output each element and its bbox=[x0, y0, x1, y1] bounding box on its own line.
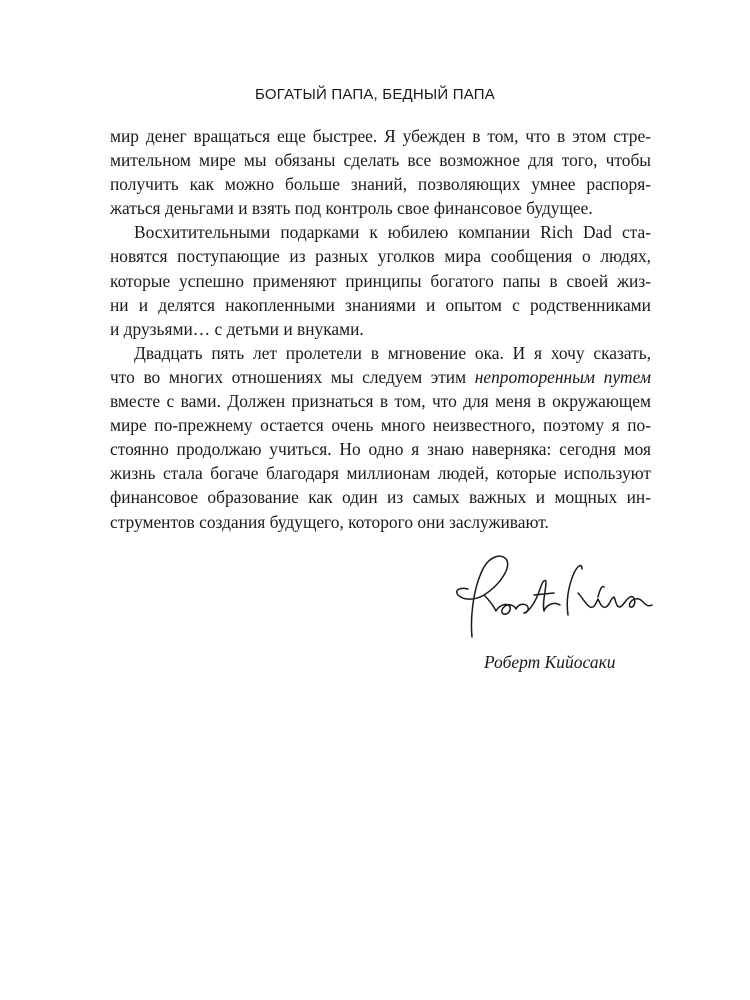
paragraph-3 bbox=[110, 341, 651, 534]
text-line: которые успешно применяют принципы богатого папы в своей жиз- bbox=[110, 270, 651, 291]
text-line: получить как можно больше знаний, позволяющих умнее распоря- bbox=[110, 174, 651, 195]
text-line: жизнь стала богаче благодаря миллионам людей, которые используют bbox=[110, 463, 651, 484]
text-line: Двадцать пять лет пролетели в мгновение ока. И я хочу сказать, bbox=[134, 342, 651, 363]
text-line: ни и делятся накопленными знаниями и опытом с родственниками bbox=[110, 294, 651, 315]
text-line: мир денег вращаться еще быстрее. Я убежден в том, что в этом стре- bbox=[110, 126, 651, 146]
paragraph-1 bbox=[110, 124, 651, 220]
text-span: что во многих отношениях мы следуем этим bbox=[110, 366, 475, 387]
text-line: финансовое образование как один из самых важных и мощных ин- bbox=[110, 487, 651, 508]
text-line: новятся поступающие из разных уголков мира сообщения о людях, bbox=[110, 246, 651, 267]
text-line-with-emphasis bbox=[110, 365, 651, 389]
signature-name: Роберт Кийосаки bbox=[484, 652, 616, 672]
text-line: Восхитительными подарками к юбилею компании Rich Dad ста- bbox=[134, 222, 651, 243]
text-line: мительном мире мы обязаны сделать все возможное для того, чтобы bbox=[110, 150, 651, 171]
emphasis-text: непроторенным путем bbox=[474, 366, 652, 387]
text-line: жаться деньгами и взять под контроль свое финансовое будущее. bbox=[110, 198, 593, 219]
paragraph-2 bbox=[110, 220, 651, 340]
text-line: мире по-прежнему остается очень много неизвестного, поэтому я по- bbox=[110, 415, 651, 436]
handwritten-signature-icon bbox=[450, 545, 655, 645]
text-line: струментов создания будущего, которого они заслуживают. bbox=[110, 511, 549, 532]
text-line: вместе с вами. Должен признаться в том, что для меня в окружающем bbox=[110, 391, 651, 412]
running-head-title: БОГАТЫЙ ПАПА, БЕДНЫЙ ПАПА bbox=[255, 86, 495, 103]
text-line: и друзьями… с детьми и внуками. bbox=[110, 318, 364, 339]
body-text bbox=[110, 124, 651, 534]
text-line: стоянно продолжаю учиться. Но одно я знаю наверняка: сегодня моя bbox=[110, 439, 651, 460]
